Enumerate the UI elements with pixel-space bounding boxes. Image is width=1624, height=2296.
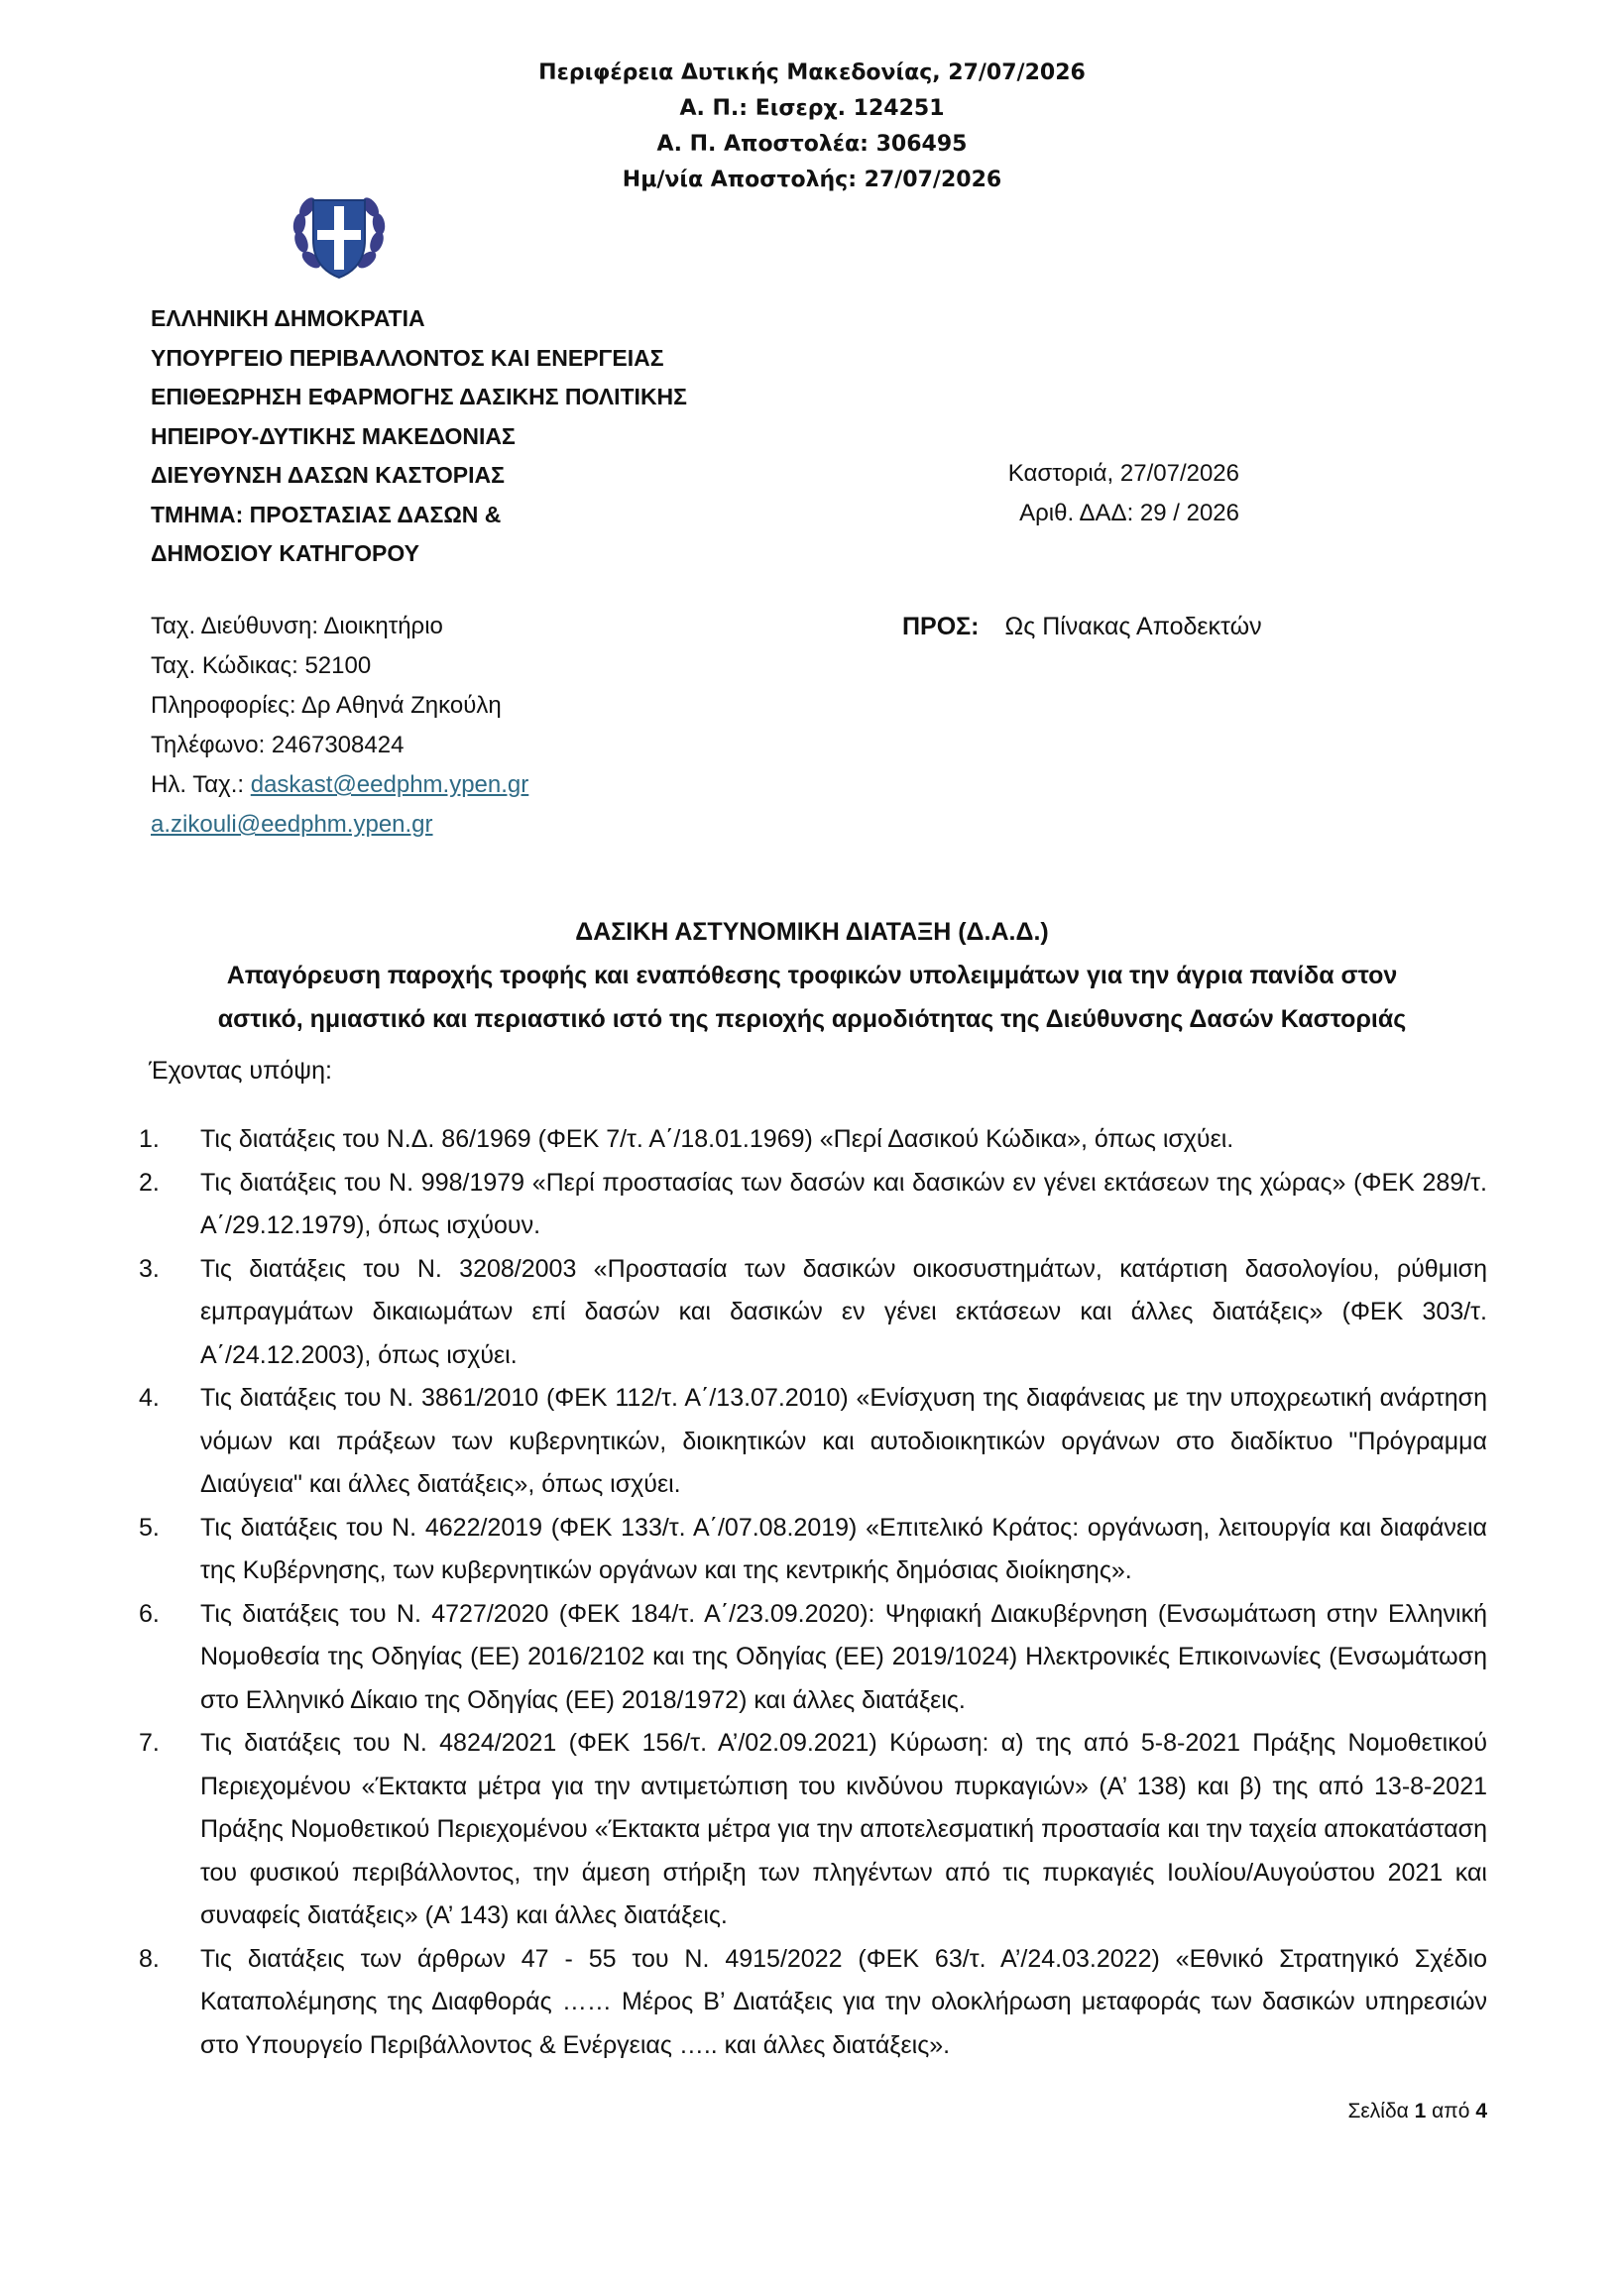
authority-line: ΤΜΗΜΑ: ΠΡΟΣΤΑΣΙΑΣ ΔΑΣΩΝ & [151, 501, 502, 527]
list-item-number: 5. [139, 1513, 160, 1542]
title-subject-line: Απαγόρευση παροχής τροφής και εναπόθεσης τροφικών υπολειμμάτων για την άγρια πανίδα στον [226, 962, 1398, 989]
list-item [139, 1162, 1487, 1248]
title-subject-line: αστικό, ημιαστικό και περιαστικό ιστό της περιοχής αρμοδιότητας της Διεύθυνσης Δασών Καστοριάς [217, 1005, 1407, 1033]
list-item-text: Τις διατάξεις του Ν. 4824/2021 (ΦΕΚ 156/τ. Α’/02.09.2021) Κύρωση: α) της από 5-8-2021 Πράξης Νομοθετικού Περιεχομένου «Έκτακτα μέτρα για την αντιμετώπιση του κινδύνου πυρκαγιών» (Α’ 138) και β) της από 13-8-2021 Πράξης Νομοθετικού Περιεχομένου «Έκτακτα μέτρα για την αποτελεσματική προστασία και την ταχεία αποκατάσταση του φυσικού περιβάλλοντος, την άμεση στήριξη των πληγέντων από τις πυρκαγιές Ιουλίου/Αυγούστου 2021 και συναφείς διατάξεις» (Α’ 143) και άλλες διατάξεις. [200, 1729, 1487, 1929]
recipients-value: Ως Πίνακας Αποδεκτών [1004, 613, 1262, 640]
list-item-text: Τις διατάξεις του Ν. 4727/2020 (ΦΕΚ 184/τ. Α΄/23.09.2020): Ψηφιακή Διακυβέρνηση (Ενσωμάτωση στην Ελληνική Νομοθεσία της Οδηγίας (ΕΕ) 2016/2102 και της Οδηγίας (ΕΕ) 2019/1024) Ηλεκτρονικές Επικοινωνίες (Ενσωμάτωση στο Ελληνικό Δίκαιο της Οδηγίας (ΕΕ) 2018/1972) και άλλες διατάξεις. [200, 1599, 1487, 1714]
page-prefix: Σελίδα [1347, 2100, 1415, 2123]
place-date-block [1008, 454, 1239, 533]
list-item-number: 6. [139, 1599, 160, 1628]
postal-address: Ταχ. Διεύθυνση: Διοικητήριο [151, 613, 443, 639]
authority-line: ΗΠΕΙΡΟΥ-ΔΥΤΙΚΗΣ ΜΑΚΕΔΟΝΙΑΣ [151, 422, 516, 449]
phone-number: Τηλέφωνο: 2467308424 [151, 732, 405, 758]
list-item [139, 1593, 1487, 1723]
email-row [151, 765, 528, 805]
postal-code: Ταχ. Κώδικας: 52100 [151, 652, 372, 679]
issuing-authority [151, 299, 687, 574]
considering-intro: Έχοντας υπόψη: [149, 1057, 332, 1085]
list-item-text: Τις διατάξεις των άρθρων 47 - 55 του Ν. 4915/2022 (ΦΕΚ 63/τ. Α’/24.03.2022) «Εθνικό Στρατηγικό Σχέδιο Καταπολέμησης της Διαφθοράς …… Μέρος Β’ Διατάξεις για την ολοκλήρωση μεταφοράς των δασικών υπηρεσιών στο Υπουργείο Περιβάλλοντος & Ενέργειας ….. και άλλες διατάξεις». [200, 1944, 1487, 2059]
title-heading: ΔΑΣΙΚΗ ΑΣΤΥΝΟΜΙΚΗ ΔΙΑΤΑΞΗ (Δ.Α.Δ.) [575, 918, 1049, 946]
list-item [139, 1248, 1487, 1378]
document-reference: Αριθ. ΔΑΔ: 29 / 2026 [1019, 500, 1239, 526]
page-middle: από [1426, 2100, 1476, 2123]
document-title [149, 910, 1475, 1041]
list-item [139, 1722, 1487, 1938]
list-item-text: Τις διατάξεις του Ν. 3208/2003 «Προστασία των δασικών οικοσυστημάτων, κατάρτιση δασολογίου, ρύθμιση εμπραγμάτων δικαιωμάτων επί δασών και δασικών εν γένει εκτάσεων και άλλες διατάξεις» (ΦΕΚ 303/τ. Α΄/24.12.2003), όπως ισχύει. [200, 1254, 1487, 1369]
list-item [139, 1377, 1487, 1507]
list-item-text: Τις διατάξεις του Ν.Δ. 86/1969 (ΦΕΚ 7/τ. Α΄/18.01.1969) «Περί Δασικού Κώδικα», όπως ισχύει. [200, 1125, 1234, 1153]
list-item-number: 4. [139, 1384, 160, 1412]
registry-stamp [0, 56, 1624, 198]
list-item [139, 1938, 1487, 2068]
information-contact: Πληροφορίες: Δρ Αθηνά Ζηκούλη [151, 692, 502, 719]
contact-details [151, 607, 528, 845]
total-pages: 4 [1475, 2100, 1487, 2123]
list-item-text: Τις διατάξεις του Ν. 3861/2010 (ΦΕΚ 112/τ. Α΄/13.07.2010) «Ενίσχυση της διαφάνειας με την υποχρεωτική ανάρτηση νόμων και πράξεων των κυβερνητικών, διοικητικών και αυτοδιοικητικών οργάνων στο διαδίκτυο "Πρόγραμμα Διαύγεια" και άλλες διατάξεις», όπως ισχύει. [200, 1384, 1487, 1498]
stamp-region-date: Περιφέρεια Δυτικής Μακεδονίας, 27/07/2026 [538, 60, 1086, 85]
email-link-daskast[interactable]: daskast@eedphm.ypen.gr [250, 771, 529, 798]
authority-line: ΔΙΕΥΘΥΝΣΗ ΔΑΣΩΝ ΚΑΣΤΟΡΙΑΣ [151, 462, 505, 488]
list-item [139, 1507, 1487, 1593]
email-label: Ηλ. Ταχ.: [151, 771, 251, 798]
list-item-number: 3. [139, 1254, 160, 1283]
list-item-number: 1. [139, 1125, 160, 1153]
stamp-incoming-number: Α. Π.: Εισερχ. 124251 [679, 96, 945, 121]
list-item-number: 7. [139, 1729, 160, 1757]
stamp-sender-number: Α. Π. Αποστολέα: 306495 [656, 132, 968, 157]
recipients [902, 607, 1262, 646]
list-item-number: 2. [139, 1168, 160, 1197]
stamp-sent-date: Ημ/νία Αποστολής: 27/07/2026 [622, 168, 1002, 192]
list-item-text: Τις διατάξεις του Ν. 4622/2019 (ΦΕΚ 133/τ. Α΄/07.08.2019) «Επιτελικό Κράτος: οργάνωση, λειτουργία και διαφάνεια της Κυβέρνησης, των κυβερνητικών οργάνων και της κεντρικής δημόσιας διοίκησης». [200, 1513, 1487, 1584]
authority-line: ΕΛΛΗΝΙΚΗ ΔΗΜΟΚΡΑΤΙΑ [151, 305, 425, 331]
list-item-number: 8. [139, 1944, 160, 1973]
legal-basis-list [139, 1118, 1487, 2067]
place-date: Καστοριά, 27/07/2026 [1007, 460, 1239, 487]
authority-line: ΔΗΜΟΣΙΟΥ ΚΑΤΗΓΟΡΟΥ [151, 540, 419, 566]
list-item [139, 1118, 1487, 1162]
recipients-label: ΠΡΟΣ: [902, 613, 980, 640]
email-link-zikouli[interactable]: a.zikouli@eedphm.ypen.gr [151, 811, 433, 838]
authority-line: ΕΠΙΘΕΩΡΗΣΗ ΕΦΑΡΜΟΓΗΣ ΔΑΣΙΚΗΣ ΠΟΛΙΤΙΚΗΣ [151, 384, 687, 409]
greek-coat-of-arms-icon [288, 182, 391, 286]
current-page: 1 [1414, 2100, 1427, 2123]
page-number [1347, 2100, 1487, 2124]
email-row [151, 805, 528, 845]
authority-line: ΥΠΟΥΡΓΕΙΟ ΠΕΡΙΒΑΛΛΟΝΤΟΣ ΚΑΙ ΕΝΕΡΓΕΙΑΣ [151, 344, 664, 371]
list-item-text: Τις διατάξεις του Ν. 998/1979 «Περί προστασίας των δασών και δασικών εν γένει εκτάσεων της χώρας» (ΦΕΚ 289/τ. Α΄/29.12.1979), όπως ισχύουν. [200, 1168, 1487, 1239]
